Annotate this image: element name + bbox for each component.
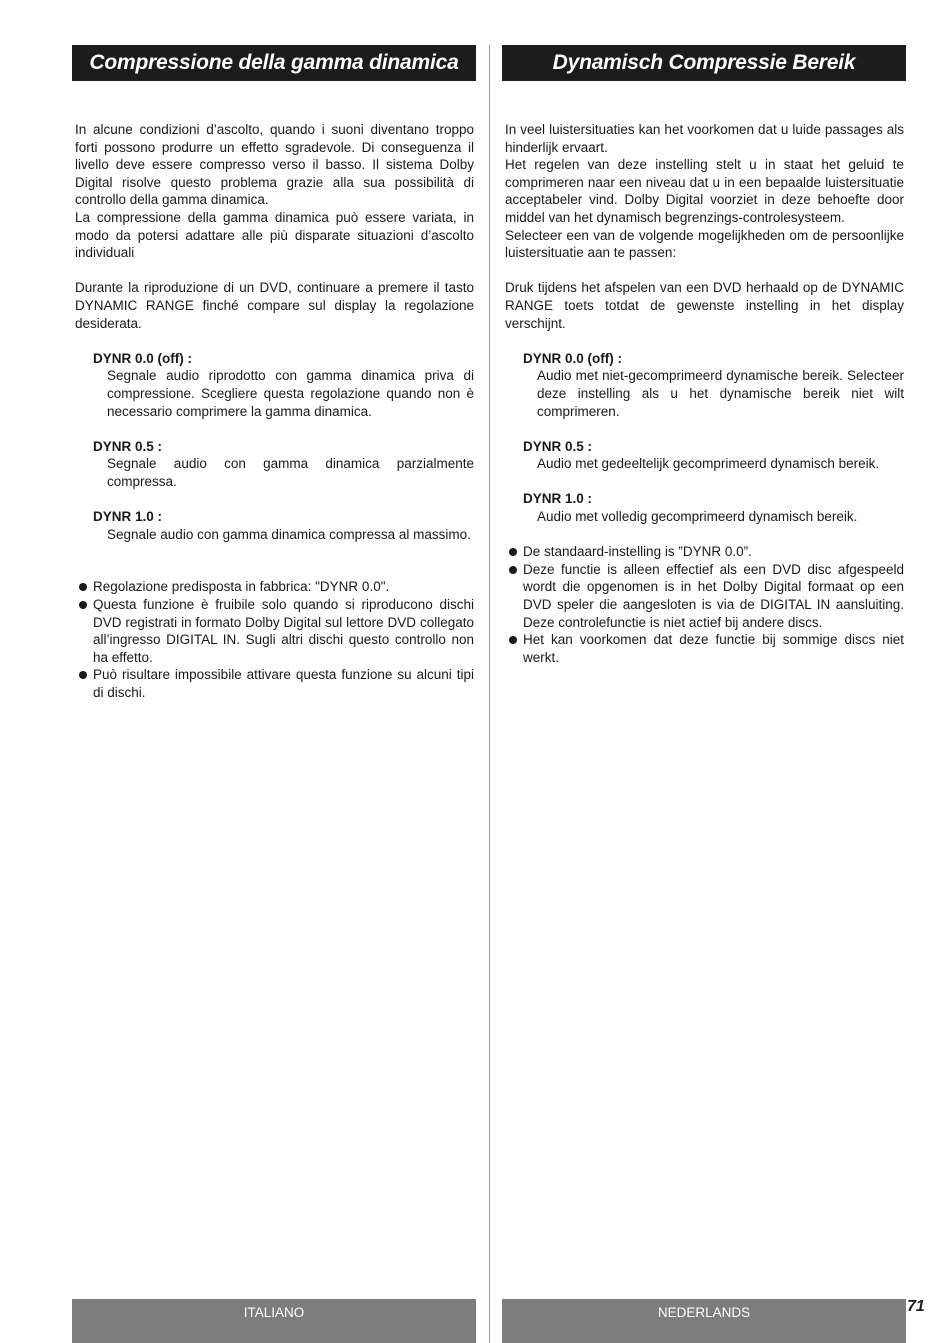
list-item: Regolazione predisposta in fabbrica: "DYNR 0.0". — [75, 578, 474, 596]
italian-intro-paragraph-2: La compressione della gamma dinamica può essere variata, in modo da potersi adattare alle più disparate situazioni d’ascolto individuali — [75, 209, 474, 261]
bullet-icon — [79, 601, 87, 609]
list-item: Può risultare impossibile attivare questa funzione su alcuni tipi di dischi. — [75, 666, 474, 701]
footer-language-italiano: ITALIANO — [72, 1299, 476, 1343]
footer-language-nederlands: NEDERLANDS — [502, 1299, 906, 1343]
list-item: Deze functie is alleen effectief als een DVD disc afgespeeld wordt die opgenomen is in het Dolby Digital formaat op een DVD speler die aangesloten is via de DIGITAL IN aansluiting. Deze controlefunctie is niet actief bij andere discs. — [505, 561, 904, 631]
bullet-icon — [79, 671, 87, 679]
setting-description: Audio met niet-gecomprimeerd dynamische bereik. Selecteer deze instelling als u het dynamische bereik niet wilt comprimeren. — [537, 368, 904, 419]
list-item: Het kan voorkomen dat deze functie bij sommige discs niet werkt. — [505, 631, 904, 666]
dutch-intro-paragraph-3: Selecteer een van de volgende mogelijkheden om de persoonlijke luistersituatie aan te passen: — [505, 227, 904, 261]
dutch-instruction: Druk tijdens het afspelen van een DVD herhaald op de DYNAMIC RANGE toets totdat de gewenste instelling in het display verschijnt. — [505, 280, 904, 331]
dutch-notes-list — [505, 543, 904, 666]
bullet-icon — [509, 566, 517, 574]
list-item: De standaard-instelling is ”DYNR 0.0”. — [505, 543, 904, 561]
italian-intro-paragraph-1: In alcune condizioni d’ascolto, quando i suoni diventano troppo forti possono produrre un effetto sgradevole. Di conseguenza il livello deve essere compresso verso il basso. Il sistema Dolby Digital risolve questo problema grazie alla sua possibilità di controllo della gamma dinamica. — [75, 122, 474, 208]
dutch-column — [502, 45, 906, 666]
dutch-intro-paragraph-1: In veel luistersituaties kan het voorkomen dat u luide passages als hinderlijk ervaart. — [505, 122, 904, 155]
italian-setting-dynr-1-0 — [93, 508, 474, 543]
setting-label: DYNR 0.5 : — [93, 438, 163, 454]
bullet-icon — [509, 548, 517, 556]
bullet-icon — [509, 636, 517, 644]
bullet-icon — [79, 583, 87, 591]
dutch-body — [502, 81, 906, 666]
italian-body — [72, 81, 476, 702]
setting-description: Segnale audio con gamma dinamica parzialmente compressa. — [107, 456, 474, 489]
dutch-intro-paragraph-2: Het regelen van deze instelling stelt u in staat het geluid te comprimeren naar een niveau dat u in een bepaalde luistersituatie acceptabeler vind. Dolby Digital voorziet in deze behoefte door middel van het dynamisch begrenzings-controlesysteem. — [505, 157, 904, 225]
italian-section-title: Compressione della gamma dinamica — [72, 45, 476, 81]
dutch-setting-dynr-0-0 — [523, 350, 904, 420]
dutch-setting-dynr-0-5 — [523, 438, 904, 473]
italian-instruction: Durante la riproduzione di un DVD, continuare a premere il tasto DYNAMIC RANGE finché compare sul display la regolazione desiderata. — [75, 280, 474, 331]
setting-label: DYNR 1.0 : — [523, 491, 593, 507]
italian-column — [72, 45, 476, 702]
setting-description: Audio met volledig gecomprimeerd dynamisch bereik. — [537, 509, 858, 525]
setting-label: DYNR 1.0 : — [93, 509, 163, 525]
italian-setting-dynr-0-5 — [93, 438, 474, 491]
setting-label: DYNR 0.0 (off) : — [523, 350, 622, 366]
setting-label: DYNR 0.5 : — [523, 438, 593, 454]
column-divider — [489, 45, 490, 1343]
setting-label: DYNR 0.0 (off) : — [93, 350, 192, 366]
setting-description: Segnale audio con gamma dinamica compressa al massimo. — [107, 526, 471, 542]
italian-notes-list — [75, 578, 474, 701]
list-item: Questa funzione è fruibile solo quando si riproducono dischi DVD registrati in formato Dolby Digital sul lettore DVD collegato all’ingresso DIGITAL IN. Sugli altri dischi questo controllo non ha effetto. — [75, 596, 474, 666]
setting-description: Segnale audio riprodotto con gamma dinamica priva di compressione. Scegliere questa regolazione quando non è necessario comprimere la gamma dinamica. — [107, 368, 474, 419]
dutch-section-title: Dynamisch Compressie Bereik — [502, 45, 906, 81]
dutch-setting-dynr-1-0 — [523, 490, 904, 525]
page-number: 71 — [907, 1298, 925, 1315]
italian-setting-dynr-0-0 — [93, 350, 474, 420]
setting-description: Audio met gedeeltelijk gecomprimeerd dynamisch bereik. — [537, 456, 880, 472]
